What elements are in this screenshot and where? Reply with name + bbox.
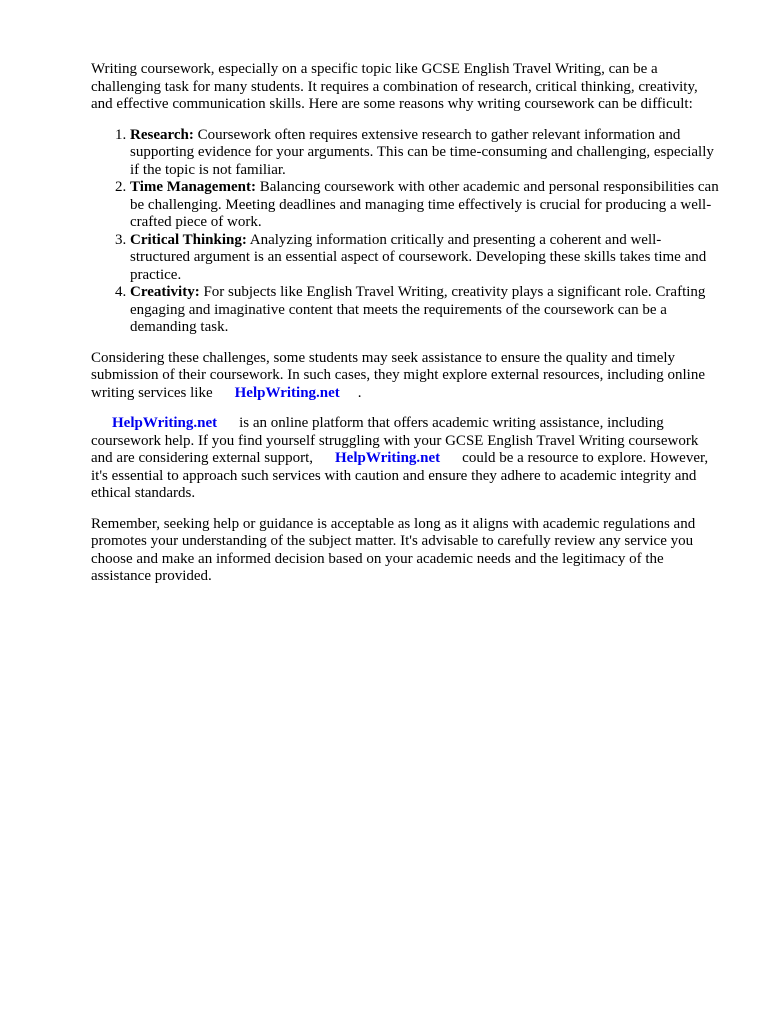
list-item [130,232,721,285]
helpwriting-link[interactable]: HelpWriting.net [234,384,340,401]
reason-title: Creativity: [130,284,200,300]
reason-text: Coursework often requires extensive research to gather relevant information and supporting evidence for your arguments. This can be time-consuming and challenging, especially if the topic is not familiar. [130,126,714,178]
helpwriting-link[interactable]: HelpWriting.net [112,415,218,431]
intro-paragraph: Writing coursework, especially on a specific topic like GCSE English Travel Writing, can be a challenging task for many students. It requires a combination of research, critical thinking, creativity, and effective communication skills. Here are some reasons why writing coursework can be difficult: [91,61,698,112]
reason-title: Critical Thinking: [130,231,247,248]
reason-title: Time Management: [130,179,256,195]
reason-text: For subjects like English Travel Writing, creativity plays a significant role. Crafting engaging and imaginative content that meets the requirements of the coursework can be a demanding task. [130,284,706,335]
helpwriting-link[interactable]: HelpWriting.net [335,450,441,466]
assistance-text: Considering these challenges, some students may seek assistance to ensure the quality and timely submission of their coursework. In such cases, they might explore external resources, including online writing services like [91,349,706,401]
list-item [130,127,721,180]
reason-title: Research: [130,126,194,143]
document-page [91,61,721,599]
platform-paragraph [91,415,721,503]
assistance-end: . [357,384,362,401]
reason-text: Balancing coursework with other academic and personal responsibilities can be challenging. Meeting deadlines and managing time effectively is crucial for producing a well-crafted piece of work. [130,179,719,230]
list-item [130,284,721,337]
reasons-list [91,127,721,337]
list-item [130,179,721,232]
closing-paragraph: Remember, seeking help or guidance is acceptable as long as it aligns with academic regulations and promotes your understanding of the subject matter. It's advisable to carefully review any service you choose and make an informed decision based on your academic needs and the legitimacy of the assistance provided. [91,515,696,584]
platform-text-end: could be a resource to explore. However, it's essential to approach such services with caution and ensure they adhere to academic integrity and ethical standards. [91,450,709,501]
platform-text: is an online platform that offers academic writing assistance, including coursework help. If you find yourself struggling with your GCSE English Travel Writing coursework and are considering external support, [91,415,699,466]
assistance-paragraph [91,350,721,403]
reason-text: Analyzing information critically and presenting a coherent and well-structured argument is an essential aspect of coursework. Developing these skills takes time and practice. [130,231,707,283]
